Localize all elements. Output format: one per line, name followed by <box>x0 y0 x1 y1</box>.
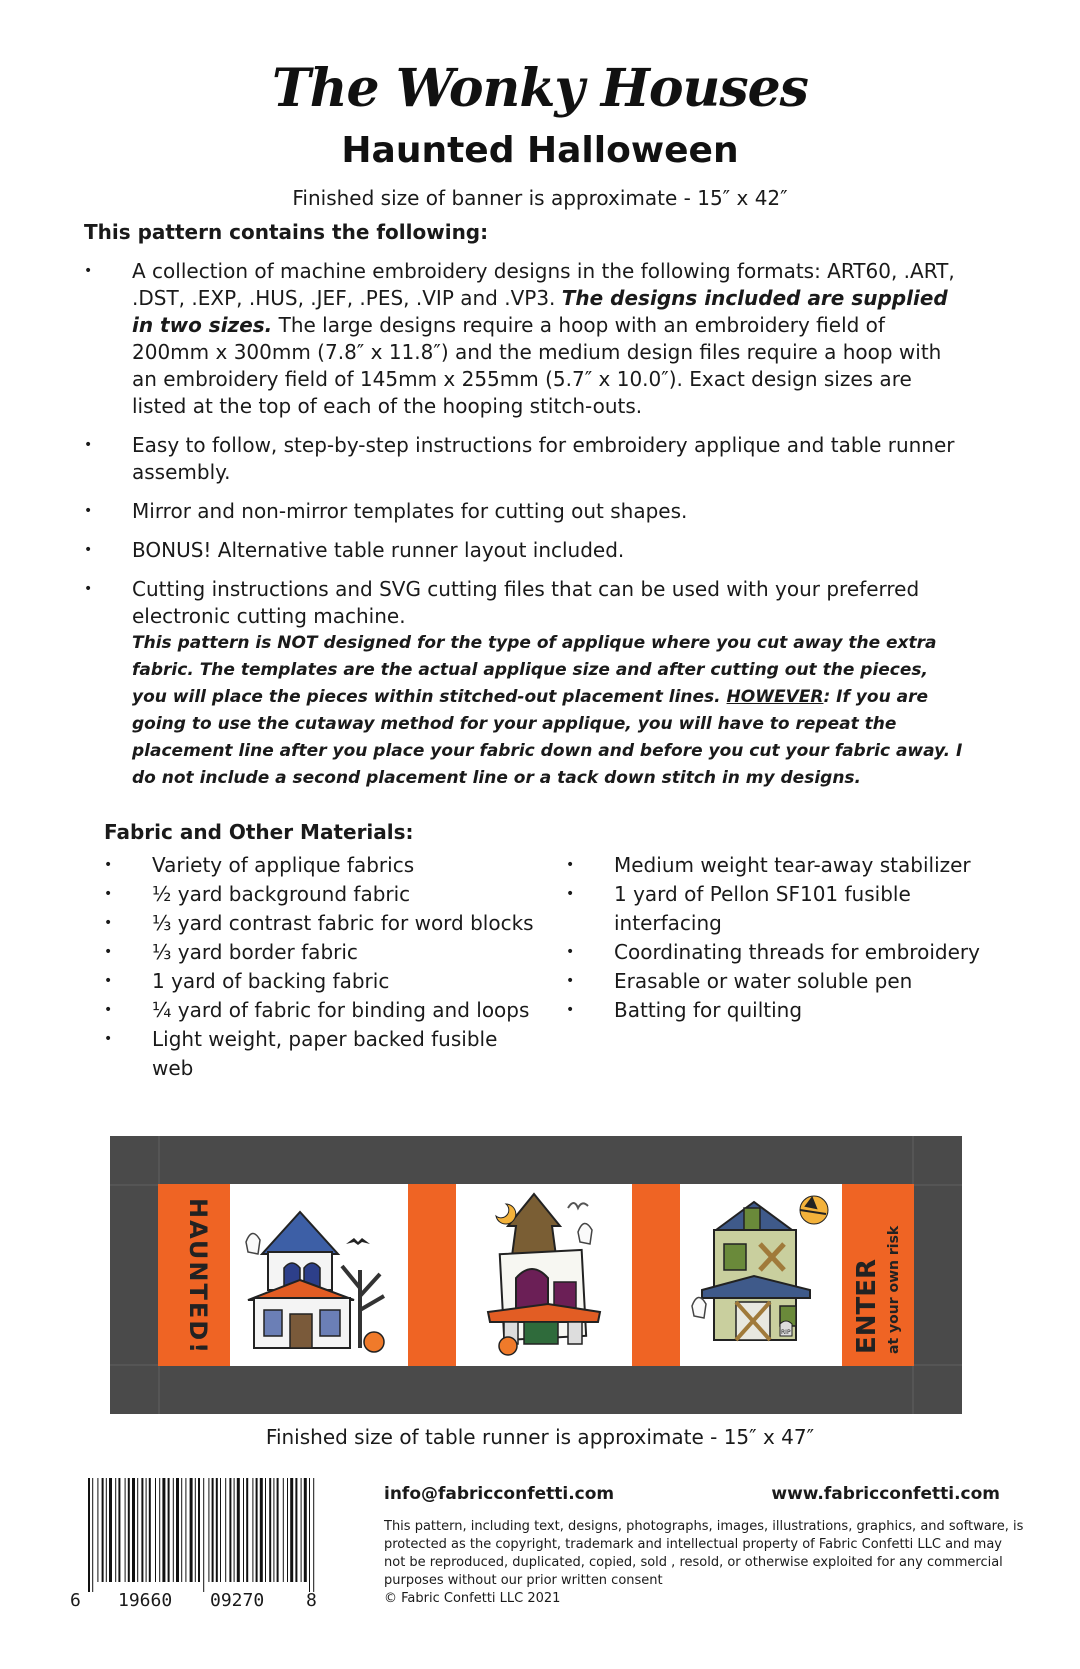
material-item: • ⅓ yard border fabric <box>104 938 544 967</box>
contents-list <box>84 258 964 804</box>
pattern-title: The Wonky Houses <box>272 58 808 119</box>
item-text: Cutting instructions and SVG cutting files that can be used with your preferred electronic cutting machine. <box>132 577 920 628</box>
haunted-house-3-illustration <box>688 1186 836 1362</box>
list-item: • Mirror and non-mirror templates for cutting out shapes. <box>84 498 964 525</box>
enter-word: ENTER <box>852 1258 882 1354</box>
haunted-house-1-illustration <box>242 1192 398 1358</box>
barcode-digit: 8 <box>306 1590 317 1611</box>
list-item <box>84 576 964 792</box>
haunted-house-2-illustration <box>468 1186 624 1362</box>
sash-block <box>632 1184 680 1366</box>
materials-list-left <box>104 851 544 1083</box>
word-block-right <box>842 1184 914 1366</box>
email-link[interactable]: info@fabricconfetti.com <box>384 1484 615 1504</box>
barcode-digit: 19660 <box>118 1590 173 1611</box>
material-item: • Medium weight tear-away stabilizer <box>566 851 1006 880</box>
tombstone-text: RIP <box>781 1329 791 1336</box>
note-text: This pattern is NOT designed for the type of applique where you cut away the extra fabric. The templates are the actual applique size and after cutting out the pieces, you will place the pieces within stitched-out placement lines. <box>132 633 937 707</box>
pattern-subtitle: Haunted Halloween <box>341 130 739 171</box>
item-text: A collection of machine embroidery designs in the following formats: ART60, .ART, .DST, .EXP, .HUS, .JEF, .PES, .VIP and .VP3. <box>132 259 955 310</box>
contents-heading: This pattern contains the following: <box>84 220 489 244</box>
table-runner-image <box>110 1136 962 1414</box>
sash-block <box>408 1184 456 1366</box>
legal-text: This pattern, including text, designs, photographs, images, illustrations, graphics, and software, is protected as the copyright, trademark and intellectual property of Fabric Confetti LLC and may not be reproduced, duplicated, copied, sold , resold, or otherwise exploited for any commercial purposes without our prior written consent <box>384 1519 1024 1588</box>
material-item: • ¼ yard of fabric for binding and loops <box>104 996 544 1025</box>
table-runner-size-text: Finished size of table runner is approximate - 15″ x 47″ <box>265 1425 815 1449</box>
material-item: • Batting for quilting <box>566 996 1006 1025</box>
material-item: • ½ yard background fabric <box>104 880 544 909</box>
cutaway-note <box>132 630 964 792</box>
material-item: • Erasable or water soluble pen <box>566 967 1006 996</box>
material-item: • 1 yard of backing fabric <box>104 967 544 996</box>
material-item: • Variety of applique fabrics <box>104 851 544 880</box>
own-risk-text: at your own risk <box>886 1225 902 1354</box>
list-item <box>84 258 964 420</box>
list-item: • BONUS! Alternative table runner layout included. <box>84 537 964 564</box>
haunted-word: HAUNTED! <box>184 1198 212 1356</box>
runner-center <box>158 1184 914 1366</box>
material-item: • Light weight, paper backed fusible web <box>104 1025 544 1083</box>
note-text: : If you are going to use the cutaway method for your applique, you will have to repeat the placement line after you place your fabric down and before you cut your fabric away. I do not include a second placement line or a tack down stitch in my designs. <box>132 687 963 788</box>
material-item: • ⅓ yard contrast fabric for word blocks <box>104 909 544 938</box>
copyright-text: © Fabric Confetti LLC 2021 <box>384 1591 561 1606</box>
banner-size-text: Finished size of banner is approximate - 15″ x 42″ <box>292 186 788 210</box>
word-block-left <box>158 1184 230 1366</box>
list-item: • Easy to follow, step-by-step instructions for embroidery applique and table runner assembly. <box>84 432 964 486</box>
item-text: The large designs require a hoop with an embroidery field of 200mm x 300mm (7.8″ x 11.8″) and the medium design files require a hoop with an embroidery field of 145mm x 255mm (5.7″ x 10.0″). Exact design sizes are listed at the top of each of the hooping stitch-outs. <box>132 313 942 418</box>
legal-notice <box>384 1518 1024 1608</box>
materials-heading: Fabric and Other Materials: <box>104 820 414 844</box>
website-link[interactable]: www.fabricconfetti.com <box>771 1484 1000 1504</box>
barcode-digit: 09270 <box>210 1590 265 1611</box>
material-item: • 1 yard of Pellon SF101 fusible interfacing <box>566 880 1006 938</box>
materials-list-right <box>566 851 1006 1025</box>
item-emphasis: The designs included are supplied in two sizes. <box>132 286 948 337</box>
material-item: • Coordinating threads for embroidery <box>566 938 1006 967</box>
note-emphasis: HOWEVER <box>726 687 824 707</box>
barcode-image <box>88 1478 318 1592</box>
barcode-digit: 6 <box>70 1590 81 1611</box>
